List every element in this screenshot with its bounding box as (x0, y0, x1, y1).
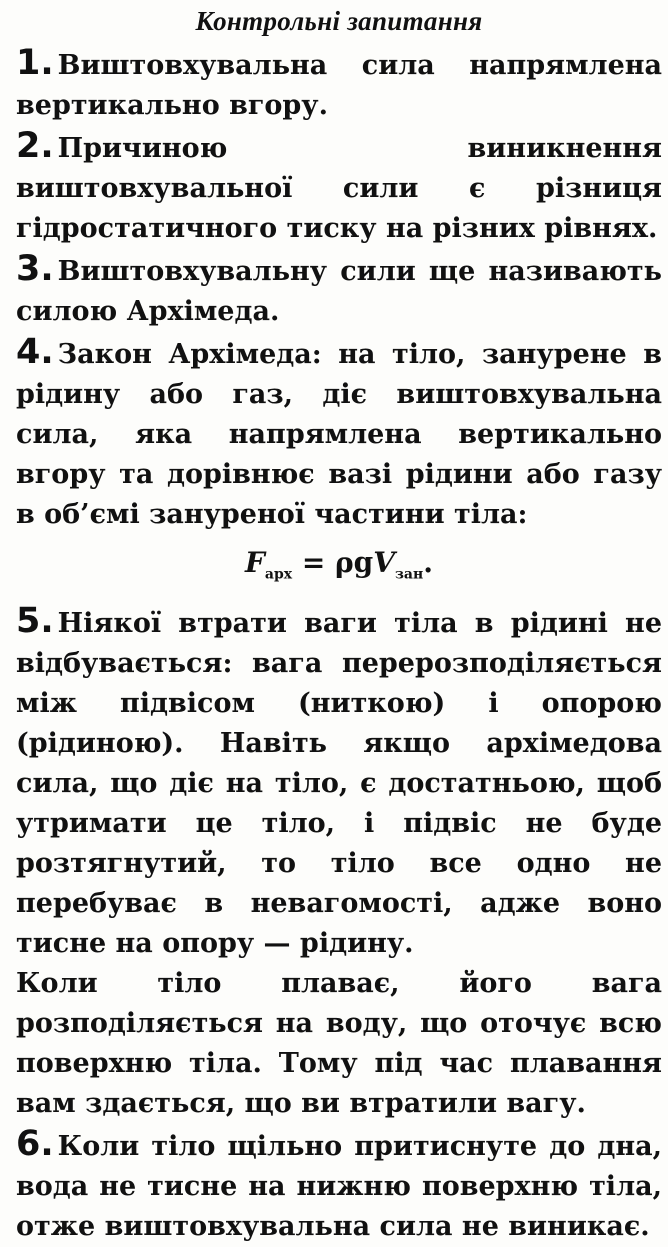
formula-equals: = ρg (292, 546, 374, 579)
formula-period: . (423, 546, 433, 579)
page-title: Контрольні запитання (195, 6, 483, 36)
answer-1 (16, 43, 662, 126)
answer-text: Ніякої втрати ваги тіла в рідині не відбувається: вага перерозподіляється між підвісом (ниткою) і опорою (рідиною). Навіть якщо архімедова сила, що діє на тіло, є достатньою, щоб утримати це тіло, і підвіс не буде розтягнутий, то тіло все одно не перебуває в невагомості, адже воно тисне на опору — рідину. (16, 607, 662, 959)
answer-text: Закон Архімеда: на тіло, занурене в рідину або газ, діє виштовхувальна сила, яка напрямлена вертикально вгору та дорівнює вазі рідини або газу в об’ємі зануреної частини тіла: (16, 339, 662, 530)
answer-number: 2. (16, 126, 54, 166)
formula-force-symbol: F (244, 546, 265, 579)
answer-number: 5. (16, 600, 54, 641)
formula-volume-subscript: зан (394, 566, 424, 583)
answer-number: 3. (16, 249, 54, 289)
answer-5-continued: Коли тіло плаває, його вага розподіляється на воду, що оточує всю поверхню тіла. Тому під час плавання вам здається, що ви втратили вагу. (16, 967, 662, 1119)
answer-number: 1. (16, 43, 54, 83)
answer-number: 6. (16, 1123, 54, 1164)
formula-volume-symbol: V (373, 546, 395, 579)
answer-2 (16, 126, 662, 249)
answer-6 (16, 1124, 662, 1247)
answer-text: Причиною виникнення виштовхувальної сили є різниця гідростатичного тиску на різних рівнях. (16, 133, 662, 244)
answer-number: 4. (16, 332, 54, 372)
answer-5 (16, 601, 662, 964)
answer-text: Коли тіло щільно притиснуте до дна, вода не тисне на нижню поверхню тіла, отже виштовхувальна сила не виникає. (16, 1130, 662, 1242)
answer-3 (16, 249, 662, 332)
formula-force-subscript: арх (264, 566, 293, 583)
archimedes-formula (16, 539, 662, 599)
answer-text: Виштовхувальна сила напрямлена вертикально вгору. (16, 50, 662, 121)
answer-text: Виштовхувальну сили ще називають силою Архімеда. (16, 256, 662, 327)
answer-4 (16, 332, 662, 535)
